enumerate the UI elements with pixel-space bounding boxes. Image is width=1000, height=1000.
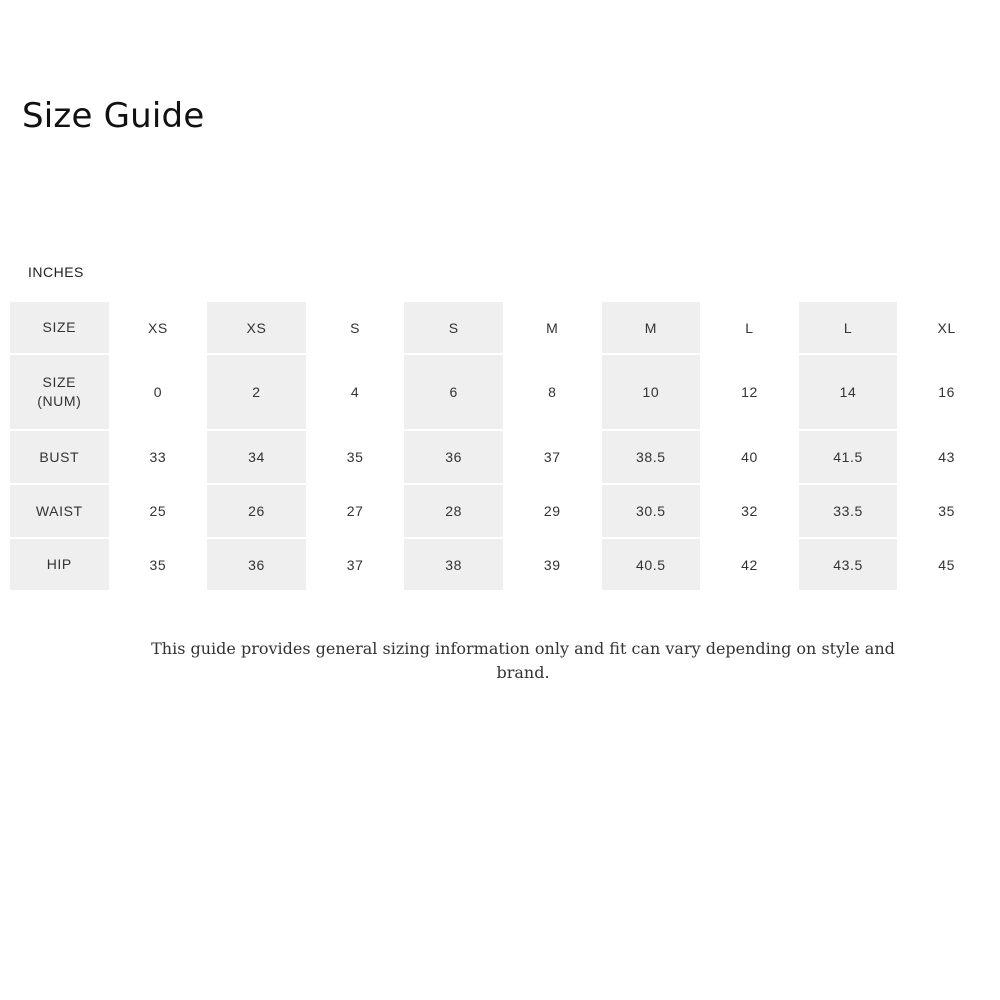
table-cell: L <box>799 302 898 353</box>
table-cell: 43 <box>938 449 956 465</box>
table-cell: 37 <box>346 556 364 573</box>
table-cell: S <box>404 302 503 353</box>
table-cell: 45 <box>938 556 956 573</box>
table-cell: 35 <box>149 556 167 573</box>
table-cell: 37 <box>543 449 561 465</box>
table-cell: 36 <box>207 539 306 590</box>
table-cell: 38.5 <box>602 431 701 483</box>
table-cell: 16 <box>938 384 956 400</box>
table-cell: 38 <box>404 539 503 590</box>
table-cell: 35 <box>346 449 364 465</box>
row-label-hip: HIP <box>10 539 109 590</box>
table-cell: 4 <box>350 384 360 400</box>
table-cell: 6 <box>404 355 503 429</box>
table-cell: M <box>602 302 701 353</box>
table-cell: 33 <box>149 449 167 465</box>
table-row-size <box>10 302 996 353</box>
table-cell: 43.5 <box>799 539 898 590</box>
table-cell: 0 <box>153 384 163 400</box>
table-cell: 35 <box>938 503 956 519</box>
table-cell: 27 <box>346 503 364 519</box>
table-cell: XS <box>207 302 306 353</box>
table-cell: 34 <box>207 431 306 483</box>
table-cell: 25 <box>149 503 167 519</box>
table-cell: XS <box>147 319 168 336</box>
table-cell: 29 <box>543 503 561 519</box>
table-cell: 42 <box>741 556 758 573</box>
table-cell: 39 <box>543 556 561 573</box>
table-cell: 28 <box>404 485 503 537</box>
table-cell: 8 <box>548 384 557 400</box>
table-cell: S <box>350 319 361 336</box>
page-title: Size Guide <box>22 96 205 136</box>
table-cell: 12 <box>741 384 758 400</box>
row-label-size-num <box>10 355 109 429</box>
table-row-waist <box>10 485 996 537</box>
table-cell: L <box>745 319 754 336</box>
disclaimer-text: This guide provides general sizing information only and fit can vary depending on style and brand. <box>151 639 895 682</box>
size-table <box>10 300 996 592</box>
table-cell: 40.5 <box>602 539 701 590</box>
unit-label: INCHES <box>28 264 84 280</box>
table-cell: 30.5 <box>602 485 701 537</box>
table-cell: 26 <box>207 485 306 537</box>
row-label-bust: BUST <box>10 431 109 483</box>
row-label-waist: WAIST <box>10 485 109 537</box>
table-cell: M <box>546 319 559 336</box>
table-row-bust <box>10 431 996 483</box>
table-cell: 10 <box>602 355 701 429</box>
row-label-size-num-text: SIZE (NUM) <box>37 374 82 409</box>
table-row-size-num <box>10 355 996 429</box>
table-cell: 2 <box>207 355 306 429</box>
table-cell: 41.5 <box>799 431 898 483</box>
table-cell: 36 <box>404 431 503 483</box>
table-cell: XL <box>937 319 956 336</box>
table-cell: 40 <box>741 449 758 465</box>
table-cell: 14 <box>799 355 898 429</box>
table-row-hip <box>10 539 996 590</box>
row-label-size: SIZE <box>10 302 109 353</box>
table-cell: 32 <box>741 503 758 519</box>
table-cell: 33.5 <box>799 485 898 537</box>
